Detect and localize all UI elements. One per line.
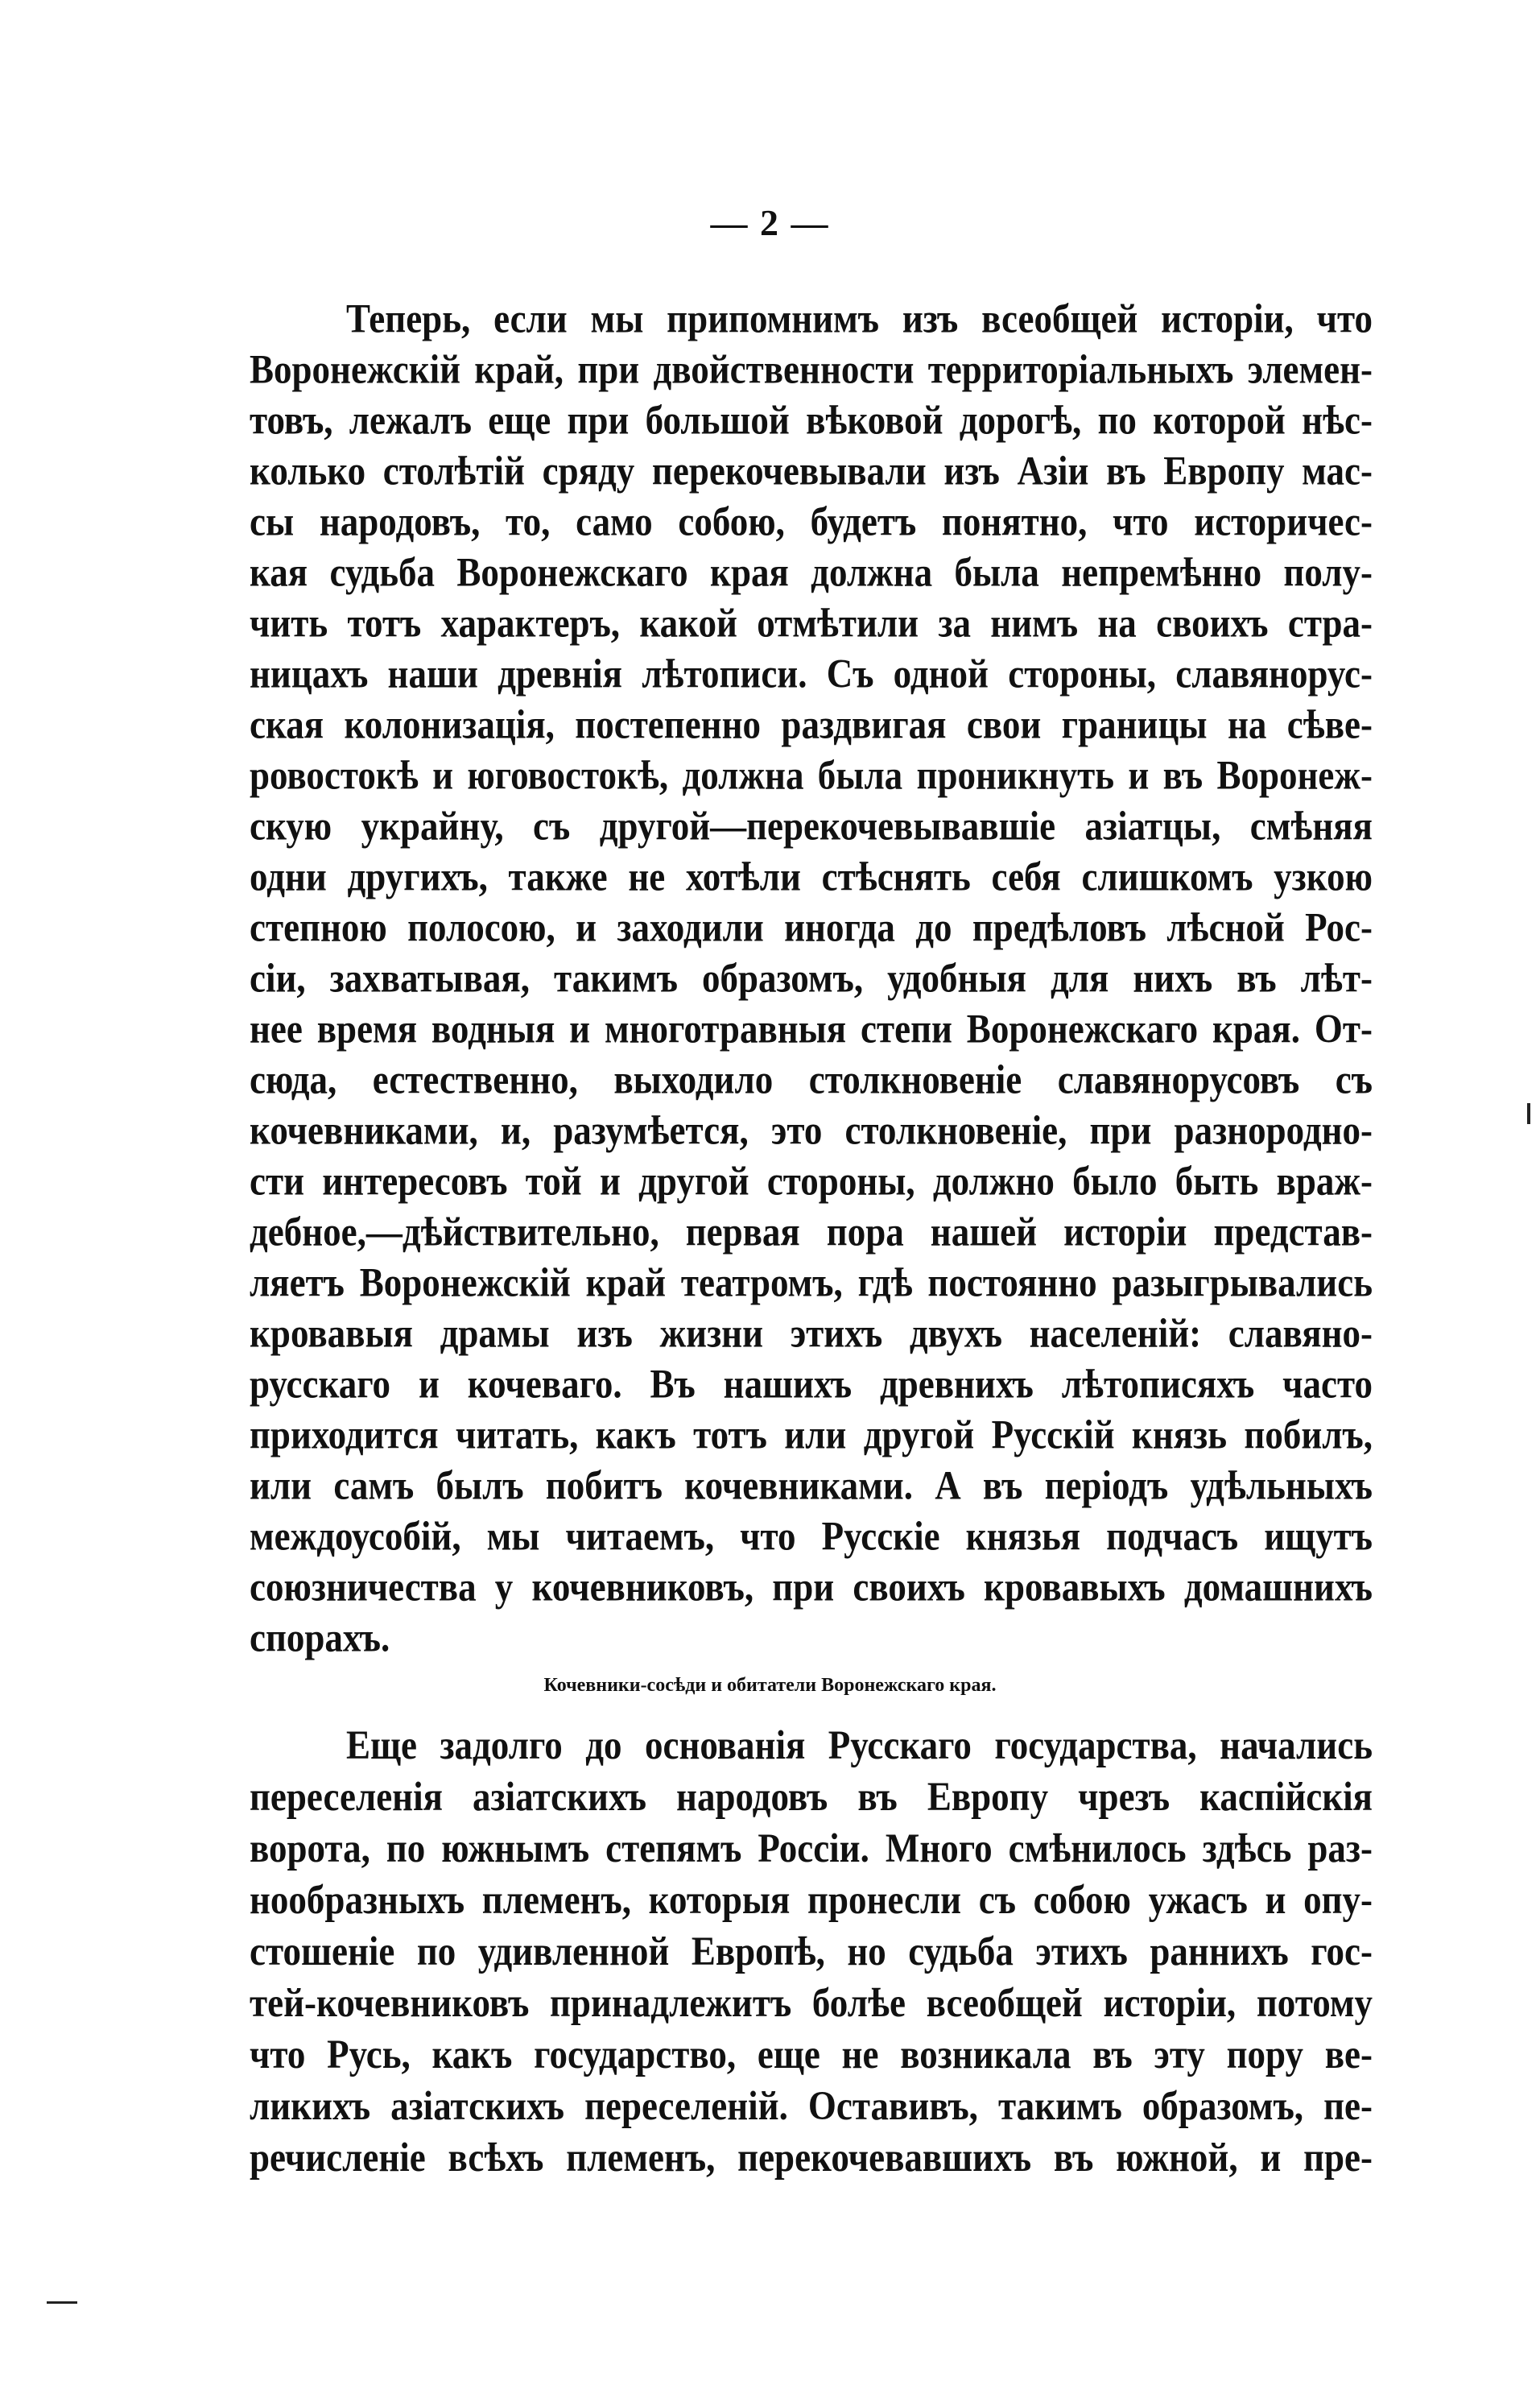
text-line: сти интересовъ той и другой стороны, должно было быть враж-: [250, 1158, 1373, 1204]
text-line: тей-кочевниковъ принадлежитъ болѣе всеобщей исторіи, потому: [250, 1980, 1373, 2025]
text-line: колько столѣтій сряду перекочевывали изъ Азіи въ Европу мас-: [250, 448, 1373, 494]
text-line: нее время водныя и многотравныя степи Воронежскаго края. От-: [250, 1006, 1373, 1052]
text-line: спорахъ.: [250, 1614, 390, 1660]
page-number: — 2 —: [710, 202, 830, 243]
text-line: кровавыя драмы изъ жизни этихъ двухъ населеній: славяно-: [250, 1310, 1373, 1356]
section-subtitle: Кочевники-сосѣди и обитатели Воронежскаго края.: [543, 1675, 997, 1696]
text-line: ворота, по южнымъ степямъ Россіи. Много смѣнилось здѣсь раз-: [250, 1825, 1373, 1871]
margin-mark: [47, 2301, 77, 2304]
margin-mark: [1527, 1103, 1530, 1124]
text-line: ровостокѣ и юговостокѣ, должна была проникнуть и въ Воронеж-: [250, 752, 1373, 798]
text-line: сюда, естественно, выходило столкновеніе славянорусовъ съ: [250, 1056, 1373, 1102]
text-line: одни другихъ, также не хотѣли стѣснять себя слишкомъ узкою: [250, 854, 1373, 899]
text-line: что Русь, какъ государство, еще не возникала въ эту пору ве-: [250, 2032, 1373, 2077]
text-line: ликихъ азіатскихъ переселеній. Оставивъ, такимъ образомъ, пе-: [250, 2083, 1373, 2128]
text-line: ницахъ наши древнія лѣтописи. Съ одной стороны, славянорус-: [250, 651, 1373, 697]
text-line: переселенія азіатскихъ народовъ въ Европу чрезъ каспійскія: [250, 1774, 1373, 1819]
text-line: сіи, захватывая, такимъ образомъ, удобныя для нихъ въ лѣт-: [250, 955, 1373, 1001]
text-line: Воронежскій край, при двойственности территоріальныхъ элемен-: [250, 346, 1373, 392]
text-line: сы народовъ, то, само собою, будетъ понятно, что историчес-: [250, 498, 1373, 544]
text-line: чить тотъ характеръ, какой отмѣтили за нимъ на своихъ стра-: [250, 600, 1373, 646]
text-line: речисленіе всѣхъ племенъ, перекочевавшихъ въ южной, и пре-: [250, 2135, 1373, 2180]
text-line: Теперь, если мы припомнимъ изъ всеобщей исторіи, что: [346, 296, 1373, 341]
paragraph-2: [250, 1719, 1373, 2183]
text-line: русскаго и кочеваго. Въ нашихъ древнихъ лѣтописяхъ часто: [250, 1361, 1373, 1407]
text-line: ляетъ Воронежскій край театромъ, гдѣ постоянно разыгрывались: [250, 1259, 1373, 1305]
text-line: кочевниками, и, разумѣется, это столкновеніе, при разнородно-: [250, 1107, 1373, 1153]
text-line: Еще задолго до основанія Русскаго государства, начались: [346, 1722, 1373, 1767]
text-line: стошеніе по удивленной Европѣ, но судьба этихъ раннихъ гос-: [250, 1929, 1373, 1974]
text-line: товъ, лежалъ еще при большой вѣковой дорогѣ, по которой нѣс-: [250, 397, 1373, 443]
text-line: или самъ былъ побитъ кочевниками. А въ періодъ удѣльныхъ: [250, 1462, 1373, 1508]
text-line: ская колонизація, постепенно раздвигая свои границы на сѣве-: [250, 701, 1373, 747]
text-line: степною полосою, и заходили иногда до предѣловъ лѣсной Рос-: [250, 904, 1373, 950]
paragraph-1: [250, 294, 1373, 1664]
text-line: союзничества у кочевниковъ, при своихъ кровавыхъ домашнихъ: [250, 1564, 1373, 1610]
text-line: приходится читать, какъ тотъ или другой Русскій князь побилъ,: [250, 1412, 1373, 1457]
text-line: скую украйну, съ другой—перекочевывавшіе азіатцы, смѣняя: [250, 803, 1373, 849]
text-line: кая судьба Воронежскаго края должна была непремѣнно полу-: [250, 549, 1373, 595]
text-line: нообразныхъ племенъ, которыя пронесли съ собою ужасъ и опу-: [250, 1877, 1373, 1922]
text-line: дебное,—дѣйствительно, первая пора нашей исторіи представ-: [250, 1209, 1373, 1255]
text-line: междоусобій, мы читаемъ, что Русскіе князья подчасъ ищутъ: [250, 1513, 1373, 1559]
